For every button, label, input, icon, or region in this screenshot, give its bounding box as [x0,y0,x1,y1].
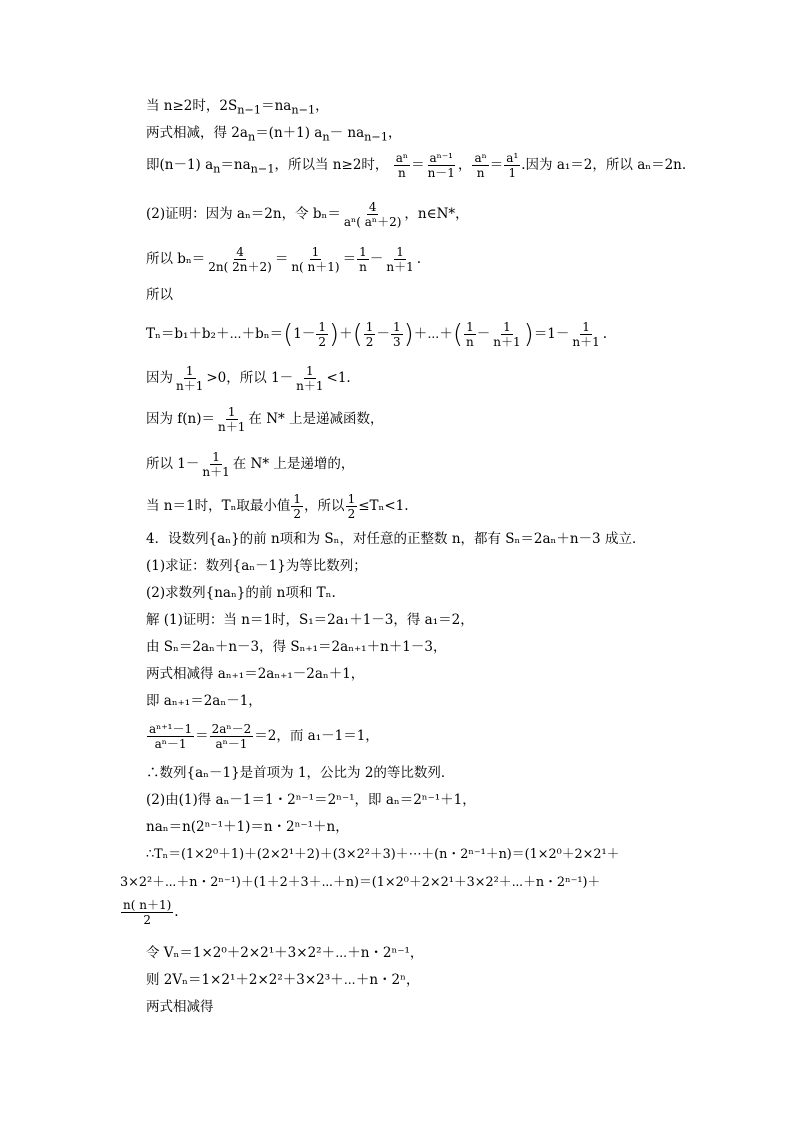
text: 所以 1－ [146,456,200,472]
text: ，所以当 n≥2时， [274,157,389,173]
text: 即 aₙ₊₁＝2aₙ－1， [146,693,262,709]
denominator: n－1 [427,166,455,180]
text: ＝na [261,98,292,114]
text: 1－ [293,326,316,342]
fraction [464,320,476,349]
text: 所以 bₙ＝ [146,251,206,267]
denominator: n＋1 [296,379,324,393]
numerator: 1 [392,320,401,334]
numerator: aⁿ⁻¹ [429,151,453,165]
numerator: 1 [365,320,374,334]
numerator: 1 [466,320,474,334]
numerator: 1 [503,320,511,334]
denominator: 2 [143,913,151,927]
text-line [146,286,173,304]
fraction [491,320,522,349]
text: ＝1－ [533,326,570,342]
text: ＝(n＋1) a [255,125,323,141]
text: . [174,904,179,920]
numerator: 4 [236,245,244,259]
denominator: 2n( 2n＋2) [208,260,272,274]
denominator: aⁿ( aⁿ＋2) [343,215,402,229]
fraction [504,151,520,180]
text: (2)证明：因为 aₙ＝2n，令 bₙ＝ [146,206,341,222]
denominator: n [466,335,474,349]
text: 因为 f(n)＝ [146,411,216,427]
denominator: 3 [392,335,401,349]
text: ， [315,98,329,114]
text: － [376,326,390,342]
denominator: aⁿ－1 [215,737,248,751]
text: ＝2，而 a₁－1＝1， [254,728,379,744]
subscript: n−1 [291,103,316,117]
text: (2)由(1)得 aₙ－1＝1・2ⁿ⁻¹＝2ⁿ⁻¹，即 aₙ＝2ⁿ⁻¹＋1， [146,792,476,808]
text: ≤Tₙ<1. [358,498,409,514]
numerator: 1 [311,245,320,259]
text: ＝ [195,728,209,744]
fraction [216,405,247,434]
numerator: 1 [306,364,314,378]
text-line [146,998,214,1016]
fraction [384,245,415,274]
denominator: n＋1 [202,465,230,479]
text: 当 n≥2时，2S [146,98,238,114]
numerator: 1 [212,450,220,464]
text: <1. [326,370,351,386]
denominator: 2 [293,507,302,521]
numerator: 1 [347,492,356,506]
fraction [294,364,325,393]
subscript: n−1 [364,130,388,144]
text: 4．设数列{aₙ}的前 n项和为 Sₙ，对任意的正整数 n，都有 Sₙ＝2aₙ＋n－3 成立． [146,531,646,547]
denominator: 2 [318,335,326,349]
numerator: 1 [185,364,194,378]
text: － na [329,125,365,141]
text: 则 2Vₙ＝1×2¹＋2×2²＋3×2³＋⋯＋n・2ⁿ， [146,972,420,988]
fraction [357,245,369,274]
text: ＝ [489,157,504,173]
fraction [364,320,376,349]
numerator: 1 [396,245,404,259]
denominator: n＋1 [176,379,204,393]
right-paren: ) [328,319,340,350]
numerator: 1 [359,245,367,259]
fraction [174,364,205,393]
fraction [346,492,358,521]
fraction [210,722,254,751]
text-line [120,898,179,927]
text: 两式相减得 aₙ₊₁＝2aₙ₊₁－2aₙ＋1， [146,666,365,682]
numerator: 2aⁿ－2 [211,722,252,736]
text: 两式相减得 [146,999,214,1015]
text: ＝na [220,157,251,173]
fraction [394,151,410,180]
subscript: n [322,130,330,144]
denominator: n [359,260,367,274]
text-line [146,692,262,710]
numerator: aⁿ [395,151,409,165]
numerator: n( n＋1) [123,898,172,912]
denominator: n [398,166,406,180]
text: ＝ [274,251,289,267]
fraction [342,200,404,229]
numerator: 1 [582,320,590,334]
left-paren: ( [352,319,363,350]
text-line [146,364,351,393]
text-line [146,944,423,962]
text: Tₙ＝b₁＋b₂＋⋯＋bₙ＝ [146,326,284,342]
text: ＝ [411,157,425,173]
fraction [391,320,403,349]
text: 在 N* 上是递增的， [232,456,355,472]
text-line [146,764,454,782]
text: .因为 a₁＝2，所以 aₙ＝2n. [521,157,687,173]
denominator: n＋1 [572,335,600,349]
fraction [289,245,341,274]
text: － [476,326,491,342]
text: (1)求证：数列{aₙ－1}为等比数列； [146,558,367,574]
text: 由 Sₙ＝2aₙ＋n－3，得 Sₙ₊₁＝2aₙ₊₁＋n＋1－3， [146,639,447,655]
text: ， [388,125,402,141]
text-line [146,722,379,751]
text-line [146,638,446,656]
text-line [146,818,349,836]
left-paren: ( [283,319,294,350]
numerator: a¹ [506,151,519,165]
text-line [146,557,367,575]
denominator: n [476,166,485,180]
text: 在 N* 上是递减函数， [248,411,384,427]
denominator: n＋1 [386,260,414,274]
text-line [146,665,364,683]
fraction [121,898,173,927]
fraction [472,151,488,180]
text-line [146,200,469,229]
subscript: n−1 [250,162,275,176]
text-line [120,874,600,892]
text-line [146,530,645,548]
text: ＋⋯＋ [413,326,453,342]
denominator: aⁿ－1 [154,737,187,751]
text: naₙ＝n(2ⁿ⁻¹＋1)＝n・2ⁿ⁻¹＋n， [146,819,349,835]
fraction [316,320,328,349]
text: 令 Vₙ＝1×2⁰＋2×2¹＋3×2²＋⋯＋n・2ⁿ⁻¹， [146,945,424,961]
text: ∴数列{aₙ－1}是首项为 1，公比为 2的等比数列． [146,765,455,781]
text-line [146,492,409,521]
text: ＝ [342,251,357,267]
denominator: n＋1 [493,335,521,349]
text-line [146,151,686,180]
text: . [416,251,422,267]
text: 因为 [146,370,173,386]
denominator: 2 [347,507,356,521]
denominator: n＋1 [218,420,246,434]
text: 即(n－1) a [146,157,214,173]
fraction [426,151,457,180]
text: . [602,326,608,342]
fraction [147,722,194,751]
text: ∴Tₙ＝(1×2⁰＋1)＋(2×2¹＋2)＋(3×2²＋3)＋⋯＋(n・2ⁿ⁻¹＋n)＝(1×2⁰＋2×2¹＋ [146,847,620,862]
text-line [146,97,329,120]
denominator: 2 [365,335,374,349]
numerator: 1 [293,492,302,506]
text-line [146,450,354,479]
text-line [146,245,421,274]
left-paren: ( [452,319,464,350]
numerator: aⁿ [474,151,487,165]
text: >0，所以 1－ [206,370,294,386]
text-line [146,405,384,434]
subscript: n−1 [237,103,262,117]
text-line [146,320,607,349]
numerator: 4 [368,200,377,214]
numerator: aⁿ⁺¹－1 [149,722,193,736]
fraction [570,320,601,349]
text-line [146,124,402,147]
right-paren: ) [523,319,534,350]
right-paren: ) [403,319,414,350]
text: ，所以 [304,498,345,514]
fraction [291,492,303,521]
text: 当 n＝1时，Tₙ取最小值 [146,498,291,514]
denominator: 1 [508,166,517,180]
text: 解 (1)证明：当 n＝1时，S₁＝2a₁＋1－3，得 a₁＝2， [146,612,474,628]
text: 所以 [146,287,173,303]
numerator: 1 [318,320,326,334]
text-line [146,846,619,864]
text-line [146,584,336,602]
text: (2)求数列{naₙ}的前 n项和 Tₙ. [146,585,336,601]
fraction [206,245,274,274]
text: ， [457,157,472,173]
subscript: n [213,162,221,176]
text: 3×2²＋⋯＋n・2ⁿ⁻¹)＋(1＋2＋3＋⋯＋n)＝(1×2⁰＋2×2¹＋3×2²＋⋯＋n・2ⁿ⁻¹)＋ [120,875,601,890]
text-line [146,971,419,989]
denominator: n( n＋1) [291,260,340,274]
text: ＋ [339,326,353,342]
text: － [369,251,384,267]
fraction [200,450,231,479]
text: ，n∈N*， [404,206,469,222]
numerator: 1 [227,405,236,419]
subscript: n [247,130,256,144]
text-line [146,791,476,809]
text: 两式相减，得 2a [146,125,248,141]
text-line [146,611,474,629]
